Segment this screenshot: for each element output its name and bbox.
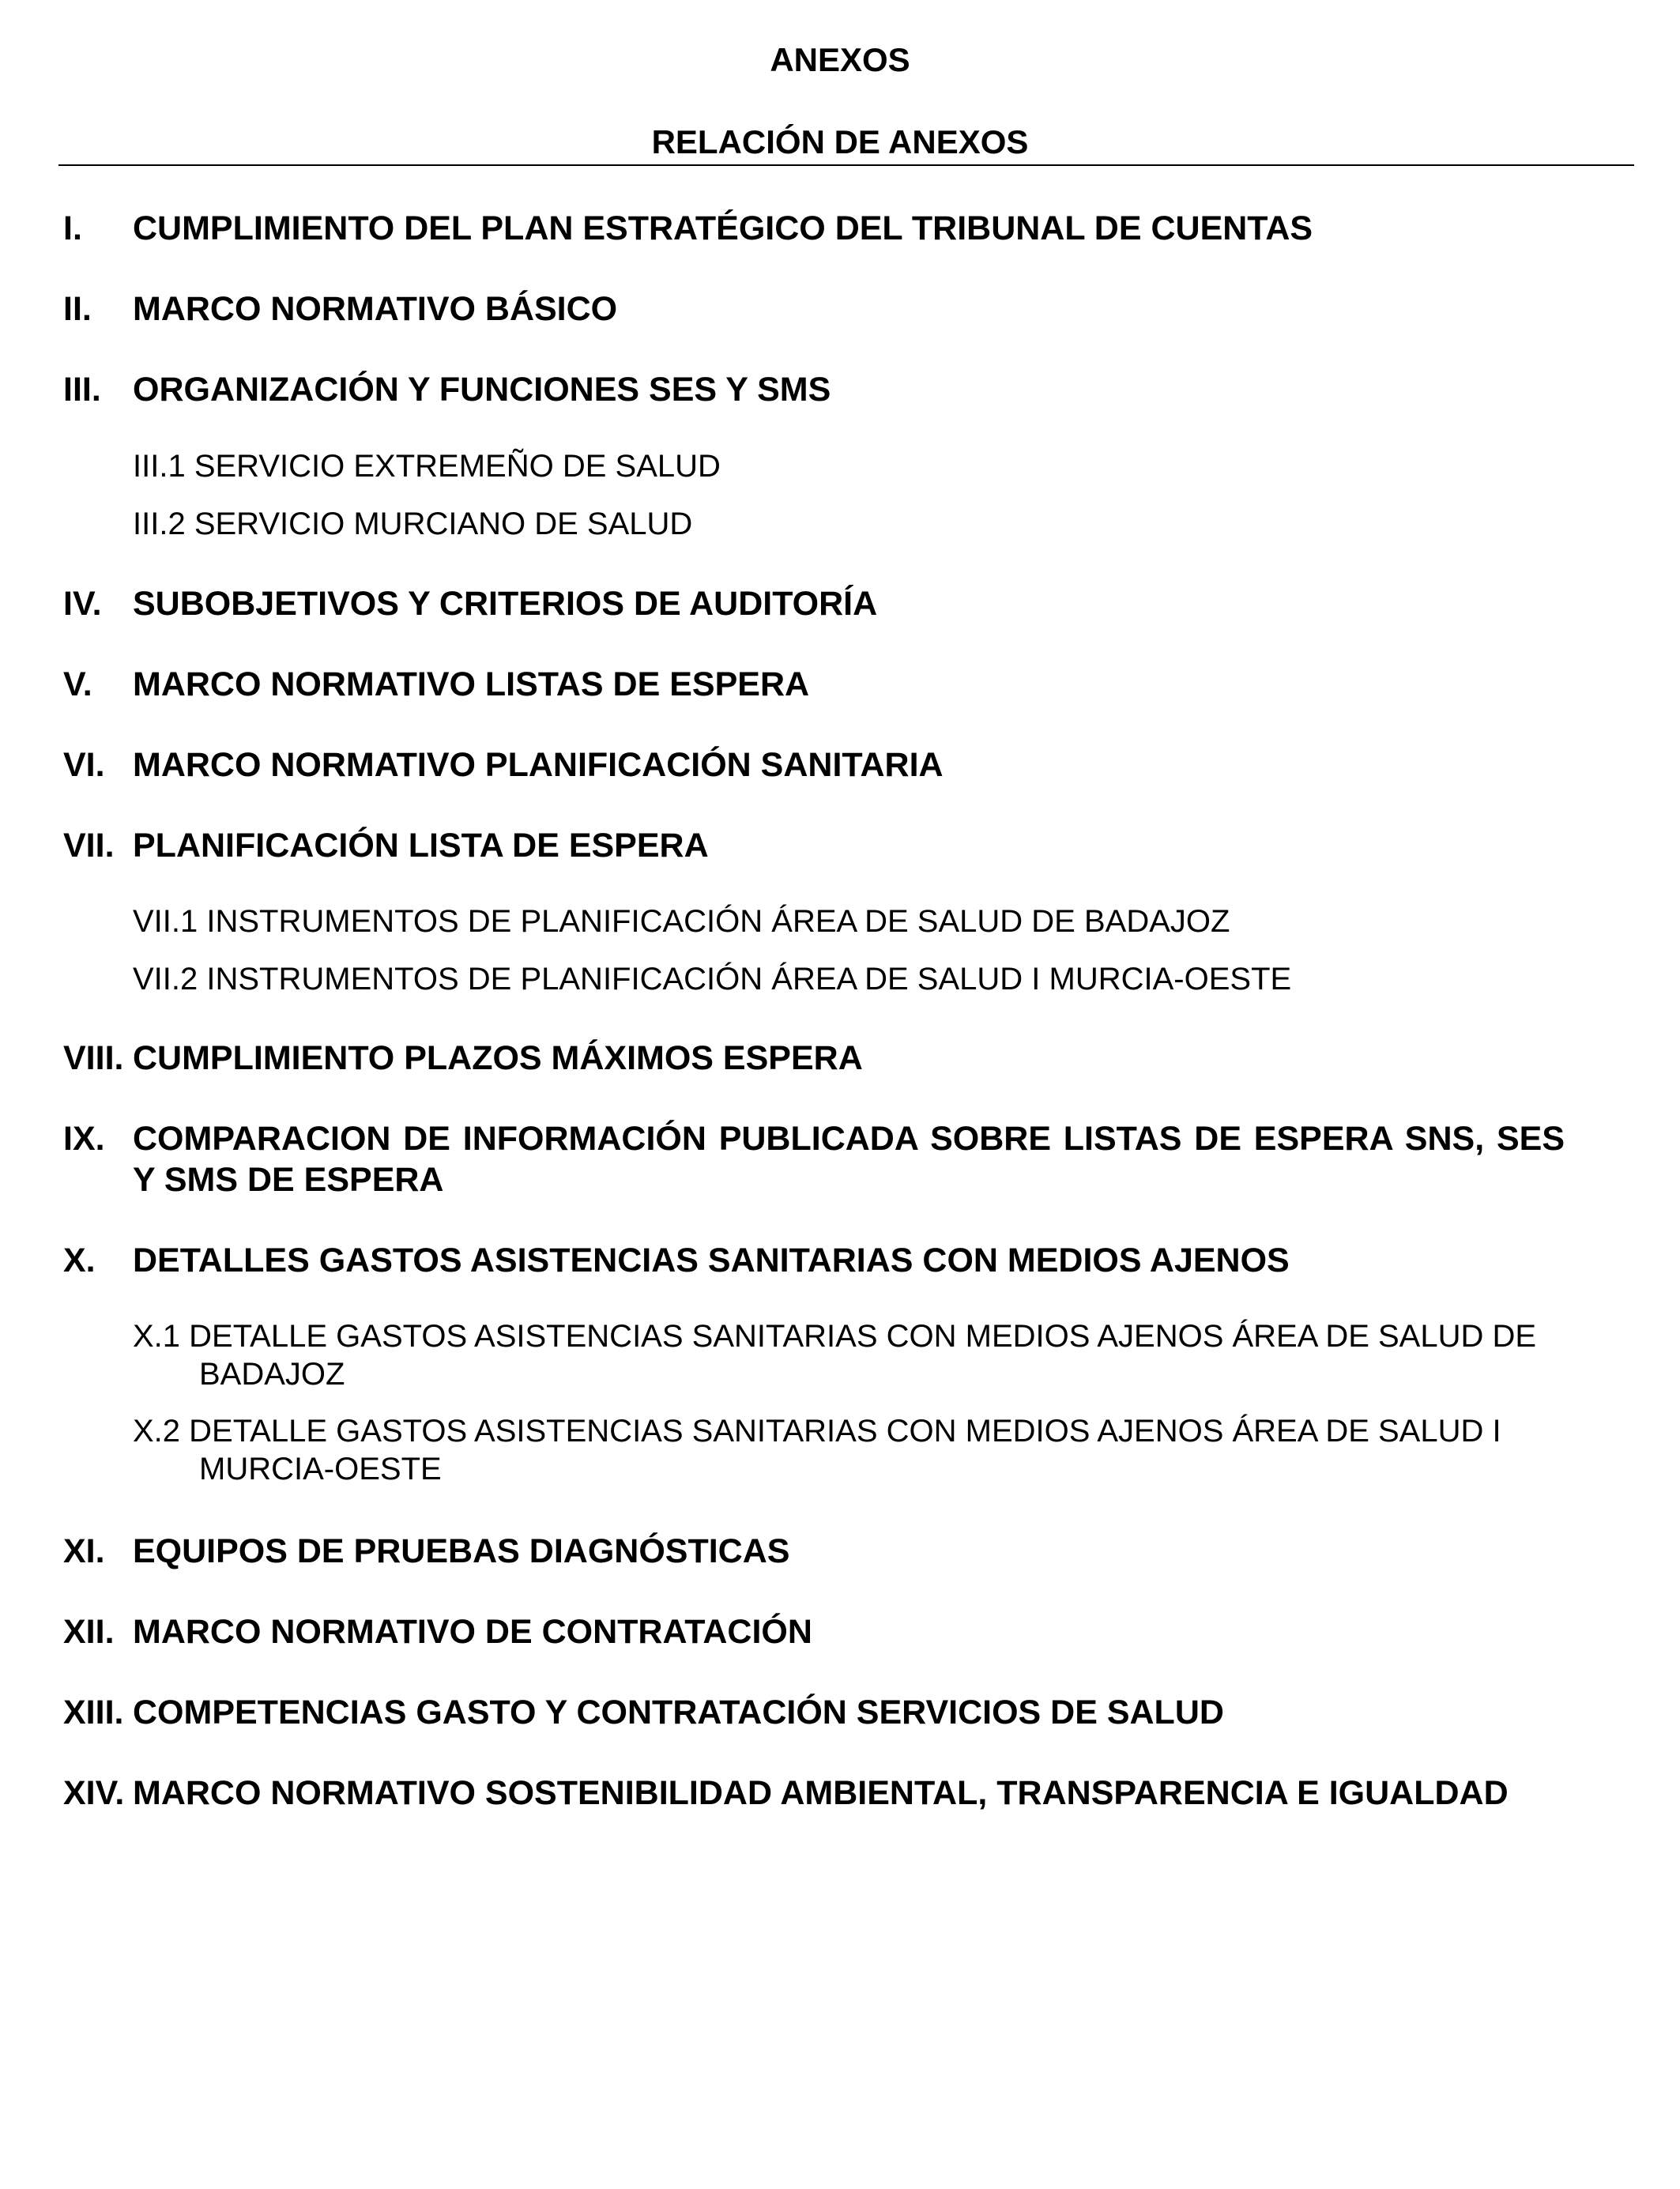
subannex-title: III.2 SERVICIO MURCIANO DE SALUD bbox=[133, 507, 693, 541]
annex-title: EQUIPOS DE PRUEBAS DIAGNÓSTICAS bbox=[133, 1532, 790, 1570]
annex-item bbox=[63, 1038, 1565, 1079]
annex-title: COMPETENCIAS GASTO Y CONTRATACIÓN SERVICIOS DE SALUD bbox=[133, 1694, 1224, 1731]
subannex-item bbox=[133, 447, 1555, 485]
annex-number: IV. bbox=[63, 585, 102, 623]
annex-number: VIII. bbox=[63, 1039, 124, 1077]
subannex-item bbox=[133, 1317, 1555, 1393]
annex-number: XII. bbox=[63, 1613, 115, 1651]
annex-title: PLANIFICACIÓN LISTA DE ESPERA bbox=[133, 827, 709, 865]
annex-item bbox=[63, 664, 1565, 705]
annex-title: MARCO NORMATIVO PLANIFICACIÓN SANITARIA bbox=[133, 746, 944, 784]
subannex-title: VII.1 INSTRUMENTOS DE PLANIFICACIÓN ÁREA DE SALUD DE BADAJOZ bbox=[133, 904, 1230, 939]
annex-item bbox=[63, 744, 1565, 786]
annex-item bbox=[63, 1611, 1565, 1652]
annex-number: XIV. bbox=[63, 1774, 125, 1812]
annex-number: I. bbox=[63, 209, 82, 247]
annex-item bbox=[63, 1118, 1565, 1200]
header-divider bbox=[58, 164, 1634, 166]
annex-item bbox=[63, 1773, 1565, 1814]
annex-number: III. bbox=[63, 371, 101, 409]
annex-number: VI. bbox=[63, 746, 105, 784]
annex-number: II. bbox=[63, 290, 92, 328]
annex-title: MARCO NORMATIVO BÁSICO bbox=[133, 290, 618, 328]
annex-number: XI. bbox=[63, 1532, 105, 1570]
annex-title: MARCO NORMATIVO DE CONTRATACIÓN bbox=[133, 1613, 812, 1651]
annex-item bbox=[63, 1531, 1565, 1572]
annex-number: VII. bbox=[63, 827, 115, 865]
annex-item bbox=[63, 1692, 1565, 1733]
subannex-title: X.2 DETALLE GASTOS ASISTENCIAS SANITARIAS CON MEDIOS AJENOS ÁREA DE SALUD I MURCIA-OESTE bbox=[133, 1414, 1501, 1486]
annex-title: MARCO NORMATIVO SOSTENIBILIDAD AMBIENTAL, TRANSPARENCIA E IGUALDAD bbox=[133, 1774, 1509, 1812]
annex-number: X. bbox=[63, 1241, 96, 1279]
annex-title: COMPARACION DE INFORMACIÓN PUBLICADA SOBRE LISTAS DE ESPERA SNS, SES Y SMS DE ESPERA bbox=[133, 1120, 1565, 1199]
annex-number: XIII. bbox=[63, 1694, 124, 1731]
page-title: ANEXOS bbox=[770, 41, 910, 78]
subannex-item bbox=[133, 902, 1555, 940]
subannex-title: III.1 SERVICIO EXTREMEÑO DE SALUD bbox=[133, 449, 721, 484]
subannex-title: VII.2 INSTRUMENTOS DE PLANIFICACIÓN ÁREA DE SALUD I MURCIA-OESTE bbox=[133, 962, 1292, 997]
annex-number: V. bbox=[63, 665, 92, 703]
annex-item bbox=[63, 288, 1565, 330]
annex-title: DETALLES GASTOS ASISTENCIAS SANITARIAS CON MEDIOS AJENOS bbox=[133, 1241, 1290, 1279]
annex-item bbox=[63, 583, 1565, 624]
annex-title: CUMPLIMIENTO DEL PLAN ESTRATÉGICO DEL TRIBUNAL DE CUENTAS bbox=[133, 209, 1313, 247]
annex-item bbox=[63, 1240, 1565, 1281]
annex-item bbox=[63, 208, 1565, 249]
annex-number: IX. bbox=[63, 1120, 105, 1158]
page-subtitle: RELACIÓN DE ANEXOS bbox=[651, 123, 1029, 160]
subannex-item bbox=[133, 505, 1555, 543]
annex-item bbox=[63, 369, 1565, 410]
subannex-item bbox=[133, 1412, 1555, 1488]
subannex-item bbox=[133, 960, 1555, 998]
annex-title: MARCO NORMATIVO LISTAS DE ESPERA bbox=[133, 665, 810, 703]
annex-title: SUBOBJETIVOS Y CRITERIOS DE AUDITORÍA bbox=[133, 585, 878, 623]
annex-item bbox=[63, 825, 1565, 866]
subannex-title: X.1 DETALLE GASTOS ASISTENCIAS SANITARIAS CON MEDIOS AJENOS ÁREA DE SALUD DE BADAJOZ bbox=[133, 1319, 1537, 1392]
annex-title: CUMPLIMIENTO PLAZOS MÁXIMOS ESPERA bbox=[133, 1039, 863, 1077]
annex-title: ORGANIZACIÓN Y FUNCIONES SES Y SMS bbox=[133, 371, 831, 409]
